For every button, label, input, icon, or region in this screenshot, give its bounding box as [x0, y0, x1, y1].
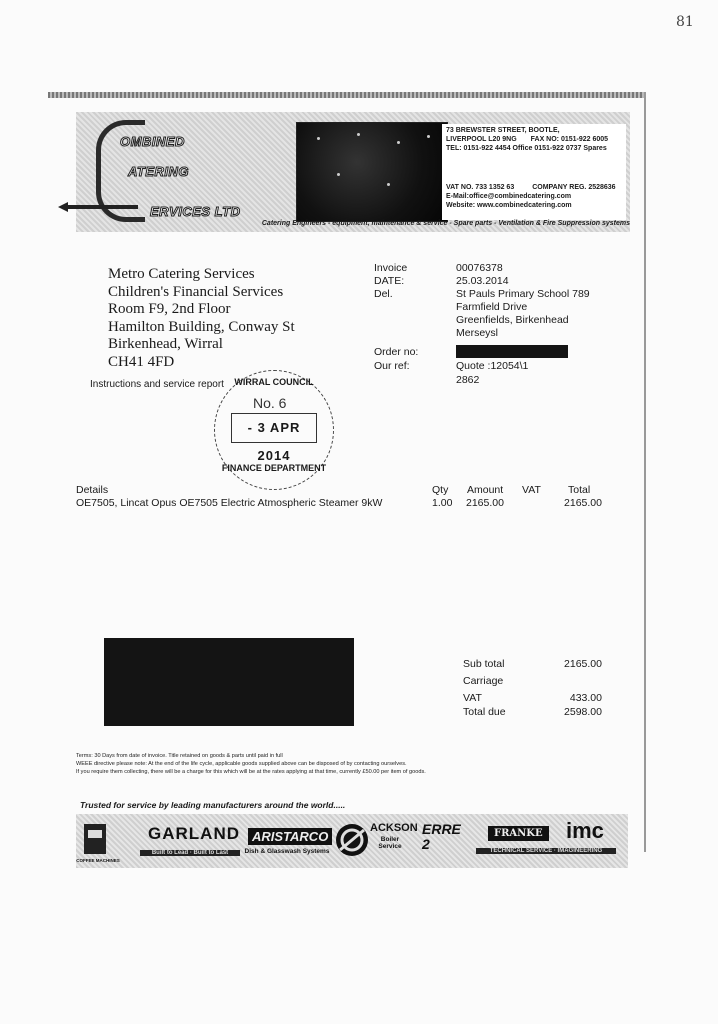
page-number-mark: 81: [676, 14, 694, 30]
recipient-address: [108, 266, 295, 371]
letterhead: [76, 112, 630, 232]
logo-arrow-icon: [58, 202, 138, 212]
line-item-description: OE7505, Lincat Opus OE7505 Electric Atmospheric Steamer 9kW: [76, 497, 383, 509]
subtotal-value: 2165.00: [564, 658, 602, 670]
jackson-tagline: Boiler Service: [378, 836, 402, 850]
company-email: E-Mail:office@combinedcatering.com: [446, 193, 572, 200]
company-name-line1: OMBINED: [120, 134, 185, 149]
terms-block: [76, 752, 426, 776]
delivery-label: Del.: [374, 288, 393, 300]
invoice-date: 25.03.2014: [456, 275, 509, 287]
company-address-block: [442, 124, 626, 220]
subtotal-label: Sub total: [463, 658, 505, 670]
delivery-line: Farmfield Drive: [456, 301, 528, 313]
invoice-number: 00076378: [456, 262, 503, 274]
garland-tagline: Built to Lead · Built to Last: [140, 850, 240, 856]
vat-number: VAT NO. 733 1352 63: [446, 184, 515, 191]
recipient-line: Children's Financial Services: [108, 283, 284, 300]
total-header: Total: [568, 484, 591, 496]
coffee-machines-label: COFFEE MACHINES: [76, 858, 120, 863]
company-website: Website: www.combinedcatering.com: [446, 202, 572, 209]
aristarco-tagline: Dish & Glasswash Systems: [244, 848, 330, 855]
company-reg: COMPANY REG. 2528636: [532, 184, 616, 191]
total-due-label: Total due: [463, 706, 506, 718]
our-ref-value-2: 2862: [456, 374, 480, 386]
received-stamp: [214, 370, 334, 490]
telephone: TEL: 0151-922 4454 Office 0151-922 0737 Spares: [446, 145, 607, 152]
kitchen-photo: [296, 122, 448, 222]
stamp-number: No. 6: [253, 395, 287, 411]
line-item-amount: 2165.00: [466, 497, 504, 509]
terms-line: Terms: 30 Days from date of invoice. Title retained on goods & parts until paid in full: [76, 753, 283, 759]
garland-logo: GARLAND: [148, 824, 240, 843]
recipient-line: Birkenhead, Wirral: [108, 336, 223, 352]
amount-header: Amount: [467, 484, 504, 496]
redaction-block: [104, 638, 354, 726]
address-spacer: [446, 153, 622, 183]
stamp-date: - 3 APR 2014: [231, 413, 317, 443]
company-name-line2: ATERING: [128, 164, 190, 179]
date-label: DATE:: [374, 275, 405, 287]
imc-logo: imc: [566, 818, 604, 843]
terms-line: WEEE directive please note: At the end of the life cycle, applicable goods supplied above can be disposed of by contacting ourselves.: [76, 761, 407, 767]
delivery-line: Greenfields, Birkenhead: [456, 314, 569, 326]
franke-logo: FRANKE: [488, 826, 549, 841]
right-border: [644, 92, 646, 852]
total-due-value: 2598.00: [564, 706, 602, 718]
stamp-department-text: FINANCE DEPARTMENT: [221, 463, 327, 473]
details-header: Details: [76, 484, 109, 496]
delivery-line: Merseysl: [456, 327, 499, 339]
line-item-total: 2165.00: [564, 497, 602, 509]
fax-number: FAX NO: 0151-922 6005: [530, 136, 609, 143]
stamp-council-text: WIRRAL COUNCIL: [234, 377, 314, 387]
imc-tagline: TECHNICAL SERVICE · IMAGINEERING: [476, 848, 616, 854]
order-number-label: Order no:: [374, 346, 419, 358]
vat-total-value: 433.00: [569, 692, 602, 704]
vat-row: [446, 183, 622, 192]
coffee-machine-icon: [80, 820, 110, 858]
aristarco-logo: ARISTARCO: [248, 828, 332, 845]
address-line2-row: [446, 135, 622, 144]
carriage-label: Carriage: [463, 675, 504, 687]
invoice-label: Invoice: [374, 262, 408, 274]
line-item-qty: 1.00: [432, 497, 453, 509]
qty-header: Qty: [432, 484, 449, 496]
address-line1: 73 BREWSTER STREET, BOOTLE,: [446, 127, 560, 134]
company-name-line3: ERVICES LTD: [150, 204, 241, 219]
vat-header: VAT: [522, 484, 541, 496]
recipient-line: Hamilton Building, Conway St: [108, 318, 295, 335]
top-border: [48, 92, 646, 98]
recipient-line: CH41 4FD: [108, 353, 175, 370]
vat-total-label: VAT: [463, 692, 482, 704]
our-ref-label: Our ref:: [374, 360, 410, 372]
terms-line: If you require them collecting, there will be a charge for this which will be at the rates applying at that time, currently £50.00 per item of goods.: [76, 769, 426, 775]
instructions-heading: Instructions and service report: [90, 379, 224, 390]
company-tagline: Catering Engineers - equipment, maintenance & service - Spare parts - Ventilation & Fire Suppression systems: [261, 220, 630, 227]
delivery-line: St Pauls Primary School 789: [456, 288, 590, 300]
erre2-logo: ERRE 2: [422, 821, 461, 852]
manufacturer-logos: [76, 814, 628, 868]
recipient-line: Metro Catering Services: [108, 266, 255, 282]
our-ref-value: Quote :12054\1: [456, 360, 529, 372]
address-line2: LIVERPOOL L20 9NG: [446, 136, 517, 143]
recipient-line: Room F9, 2nd Floor: [108, 301, 231, 317]
delivery-address: [456, 288, 626, 340]
trusted-by-heading: Trusted for service by leading manufacturers around the world.....: [80, 800, 346, 810]
jackson-logo-icon: [334, 822, 370, 858]
jackson-logo: ACKSON: [370, 822, 418, 834]
order-number-redaction: [456, 345, 568, 358]
